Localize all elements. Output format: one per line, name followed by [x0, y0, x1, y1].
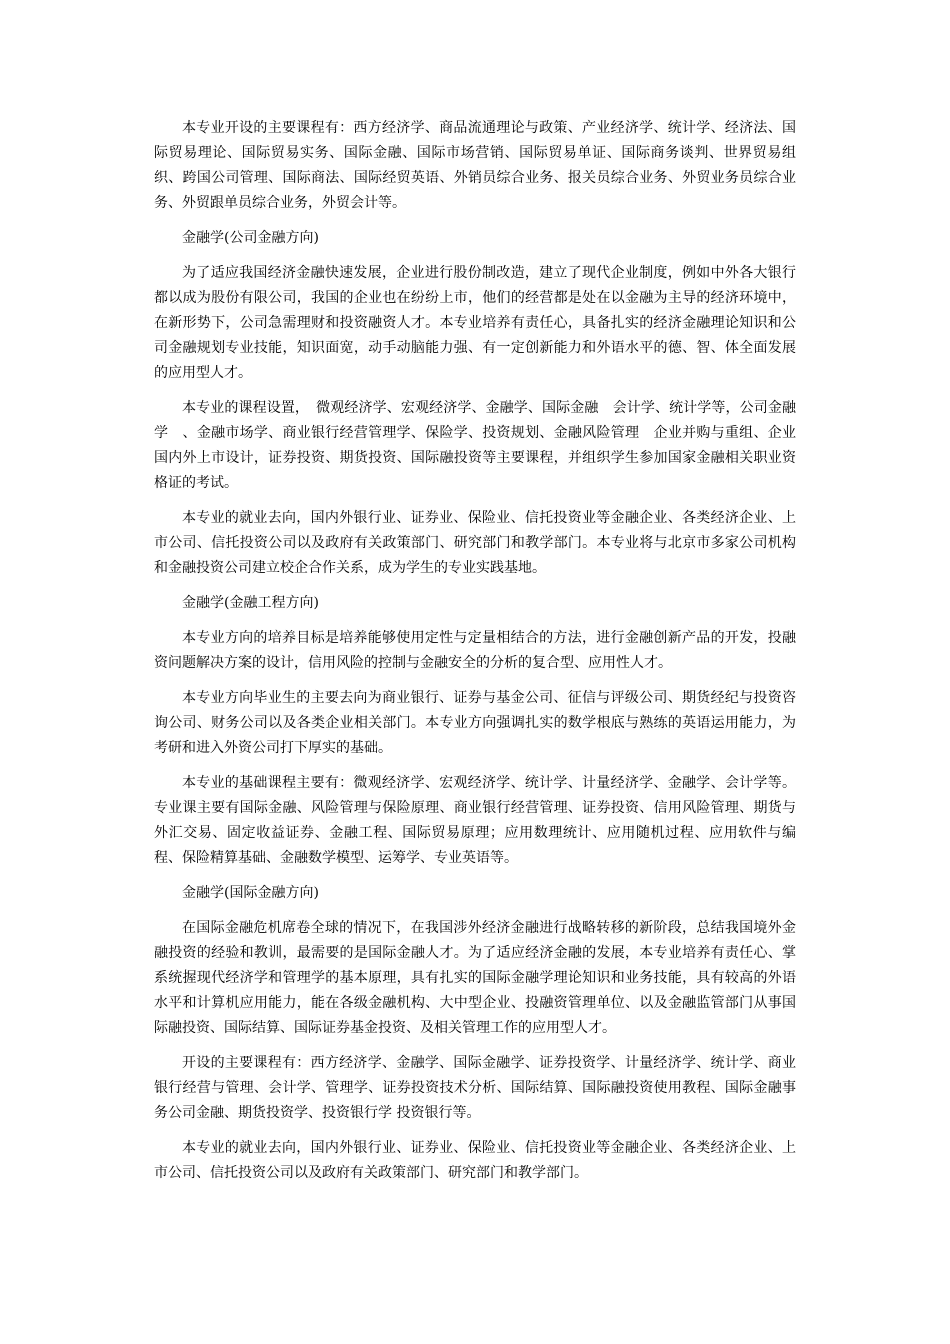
- paragraph-financial-engineering-courses: 本专业的基础课程主要有：微观经济学、宏观经济学、统计学、计量经济学、金融学、会计学等。专业课主要有国际金融、风险管理与保险原理、商业银行经营管理、证券投资、信用风险管理、期货与外汇交易、固定收益证券、金融工程、国际贸易原理；应用数理统计、应用随机过程、应用软件与编程、保险精算基础、金融数学模型、运筹学、专业英语等。: [154, 775, 796, 866]
- paragraph-international-finance-courses: 开设的主要课程有：西方经济学、金融学、国际金融学、证券投资学、计量经济学、统计学、商业银行经营与管理、会计学、管理学、证券投资技术分析、国际结算、国际融投资使用教程、国际金融事务公司金融、期货投资学、投资银行学 投资银行等。: [154, 1055, 796, 1121]
- paragraph-financial-engineering-goal: 本专业方向的培养目标是培养能够使用定性与定量相结合的方法，进行金融创新产品的开发，投融资问题解决方案的设计，信用风险的控制与金融安全的分析的复合型、应用性人才。: [154, 630, 796, 671]
- paragraph-corporate-finance-courses: 本专业的课程设置， 微观经济学、宏观经济学、金融学、国际金融 会计学、统计学等，公司金融学 、金融市场学、商业银行经营管理学、保险学、投资规划、金融风险管理 企业并购与重组、企业国内外上市设计，证券投资、期货投资、国际融投资等主要课程，并组织学生参加国家金融相关职业资格证的考试。: [154, 400, 796, 491]
- section-heading-international-finance: 金融学(国际金融方向): [182, 885, 319, 901]
- section-heading-corporate-finance: 金融学(公司金融方向): [182, 230, 319, 246]
- section-heading-financial-engineering: 金融学(金融工程方向): [182, 595, 319, 611]
- paragraph-trade-courses: 本专业开设的主要课程有：西方经济学、商品流通理论与政策、产业经济学、统计学、经济法、国际贸易理论、国际贸易实务、国际金融、国际市场营销、国际贸易单证、国际商务谈判、世界贸易组织、跨国公司管理、国际商法、国际经贸英语、外销员综合业务、报关员综合业务、外贸业务员综合业务、外贸跟单员综合业务，外贸会计等。: [154, 120, 796, 211]
- paragraph-financial-engineering-careers: 本专业方向毕业生的主要去向为商业银行、证券与基金公司、征信与评级公司、期货经纪与投资咨询公司、财务公司以及各类企业相关部门。本专业方向强调扎实的数学根底与熟练的英语运用能力，为考研和进入外资公司打下厚实的基础。: [154, 690, 796, 756]
- paragraph-international-finance-goal: 在国际金融危机席卷全球的情况下，在我国涉外经济金融进行战略转移的新阶段，总结我国境外金融投资的经验和教训，最需要的是国际金融人才。为了适应经济金融的发展，本专业培养有责任心、掌系统握现代经济学和管理学的基本原理，具有扎实的国际金融学理论知识和业务技能，具有较高的外语水平和计算机应用能力，能在各级金融机构、大中型企业、投融资管理单位、以及金融监管部门从事国际融投资、国际结算、国际证券基金投资、及相关管理工作的应用型人才。: [154, 920, 796, 1036]
- document-body: [154, 116, 796, 1196]
- paragraph-corporate-finance-goal: 为了适应我国经济金融快速发展，企业进行股份制改造，建立了现代企业制度，例如中外各大银行都以成为股份有限公司，我国的企业也在纷纷上市，他们的经营都是处在以金融为主导的经济环境中，在新形势下，公司急需理财和投资融资人才。本专业培养有责任心，具备扎实的经济金融理论知识和公司金融规划专业技能，知识面宽，动手动脑能力强、有一定创新能力和外语水平的德、智、体全面发展的应用型人才。: [154, 265, 796, 381]
- paragraph-international-finance-careers: 本专业的就业去向，国内外银行业、证券业、保险业、信托投资业等金融企业、各类经济企业、上市公司、信托投资公司以及政府有关政策部门、研究部门和教学部门。: [154, 1140, 796, 1181]
- paragraph-corporate-finance-careers: 本专业的就业去向，国内外银行业、证券业、保险业、信托投资业等金融企业、各类经济企业、上市公司、信托投资公司以及政府有关政策部门、研究部门和教学部门。本专业将与北京市多家公司机构和金融投资公司建立校企合作关系，成为学生的专业实践基地。: [154, 510, 796, 576]
